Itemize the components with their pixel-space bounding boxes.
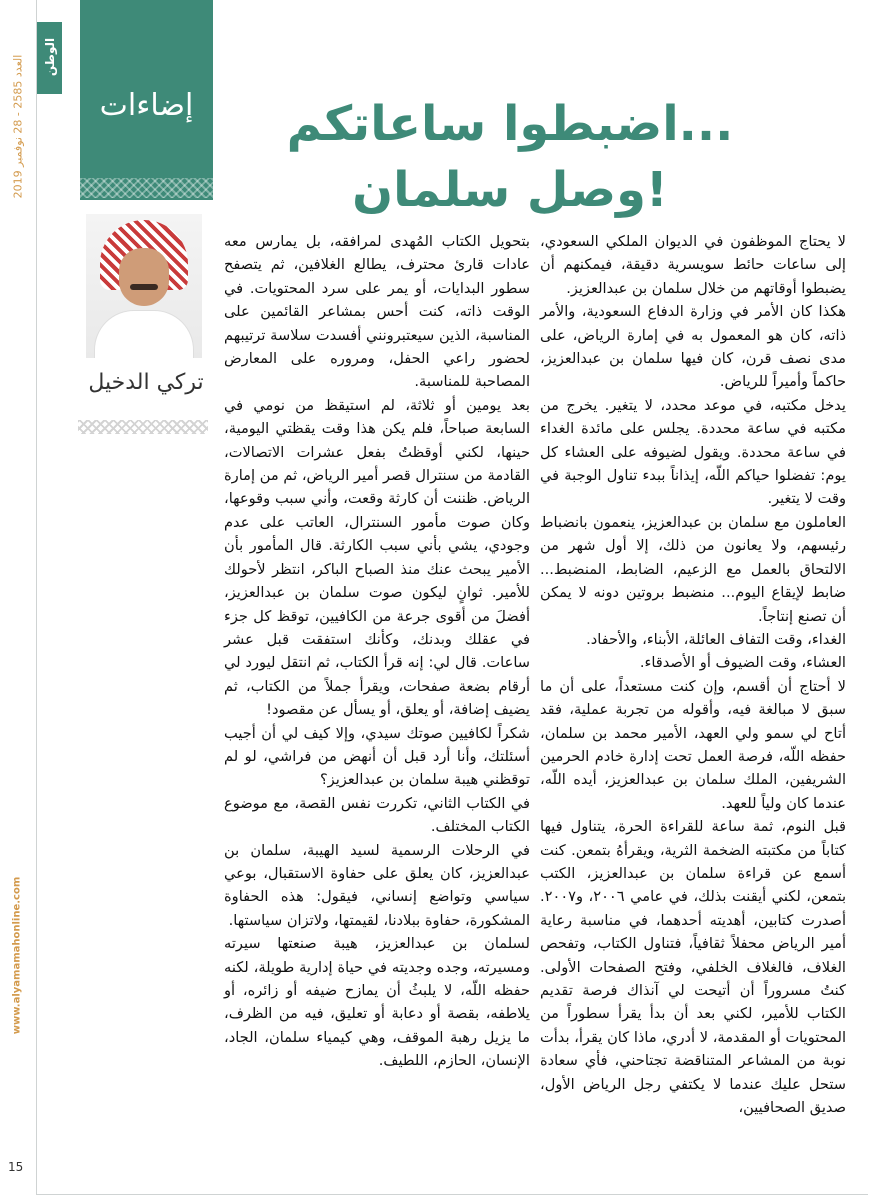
section-label: الوطن — [43, 37, 57, 77]
paragraph: في الرحلات الرسمية لسيد الهيبة، سلمان بن عبدالعزيز، كان يعلق على حفاوة الاستقبال، بوعي سياسي وتواضع إنساني، فيقول: هذه الحفاوة المشكورة، حفاوة ببلادنا، لقيمتها، ولاتزان سياستها. — [224, 841, 530, 929]
section-banner — [80, 0, 213, 200]
paragraph: الغداء، وقت التفاف العائلة، الأبناء، والأحفاد. — [586, 630, 846, 648]
headline-line2: وصل سلمان! — [352, 162, 668, 218]
paragraph: لا أحتاج أن أقسم، وإن كنت مستعداً، على أن ما سبق لا مبالغة فيه، وأقوله من تجربة عملية، فقد أتاح لي سمو ولي العهد، الأمير محمد بن سلمان، حفظه اللّه، فرصة العمل تحت إدارة خادم الحرمين الشريفين، الملك سلمان بن عبدالعزيز، أيده اللّه، عندما كان ولياً للعهد. — [540, 677, 846, 812]
issue-label: العدد 2585 - 28 نوفمبر 2019 — [11, 54, 25, 199]
author-name: تركي الدخيل — [88, 370, 204, 395]
paragraph: هكذا كان الأمر في وزارة الدفاع السعودية، والأمر ذاته، كان هو المعمول به في إمارة الرياض، على مدى نصف قرن، كان فيها سلمان بن عبدالعزيز، حاكماً وأميراً للرياض. — [540, 303, 846, 391]
banner-pattern — [80, 178, 213, 198]
page-frame-bottom — [36, 1194, 868, 1195]
page-number: 15 — [8, 1160, 24, 1174]
headline-line1: اضبطوا ساعاتكم... — [286, 96, 734, 152]
paragraph: العاملون مع سلمان بن عبدالعزيز، ينعمون بانضباط رئيسهم، ولا يعانون من ذلك، إلا أول شهر من الالتحاق بالعمل مع الزعيم، الضابط، المنضبط... ضابط لإيقاع اليوم... منضبط بروتين دونه لا يمكن أن تصنع إنتاجاً. — [540, 513, 846, 625]
paragraph: العشاء، وقت الضيوف أو الأصدقاء. — [639, 654, 846, 672]
website-url: www.alyamamahonline.com — [11, 876, 23, 1035]
paragraph: شكراً لكافيين صوتك سيدي، وإلا كيف لي أن أجيب أسئلتك، وأنا أرد قبل أن أنهض من فراشي، لو لم توقظني هيبة سلمان بن عبدالعزيز؟ — [224, 724, 530, 789]
paragraph: بتحويل الكتاب المُهدى لمرافقه، بل يمارس معه عادات قارئ محترف، يطالع الغلافين، ثم يتصفح سطور البدايات، أو يمر على سرد المحتويات. في الوقت ذاته، كنت أحس بمشاعر القائمين على المناسبة، الذين سيعتبرونني أفسدت سلاسة ترتيبهم لحضور راعي الحفل، ومروره على المعارض المصاحبة للمناسبة. — [224, 233, 530, 391]
paragraph: في الكتاب الثاني، تكررت نفس القصة، مع موضوع الكتاب المختلف. — [224, 794, 530, 836]
paragraph: لا يحتاج الموظفون في الديوان الملكي السعودي، إلى ساعات حائط سويسرية دقيقة، فيمكنهم أن يضبطوا أوقاتهم من خلال سلمان بن عبدالعزيز. — [540, 233, 846, 297]
article-column-left — [224, 230, 530, 1073]
paragraph: بعد يومين أو ثلاثة، لم استيقظ من نومي في السابعة صباحاً، فلم يكن هذا وقت يقظتي اليومية، حينها، لكني أوقظتُ بفعل عشرات الاتصالات، القادمة من سنترال قصر أمير الرياض، ثم من إمارة الرياض. ظننت أن كارثة وقعت، وأني سبب وقوعها، وكان صوت مأمور السنترال، العاتب على عدم وجودي، يشي بأني سبب الكارثة. قال المأمور بأن الأمير يبحث عنك منذ الصباح الباكر، انتظر لأحولك للأمير. ثوانٍ ليكون صوت سلمان بن عبدالعزيز، أفضلَ من أقوى جرعة من الكافيين، توقظ كل جزء في عقلك وبدنك، وكأنك استفقت قبل عشر ساعات. قال لي: إنه قرأ الكتاب، ثم انتقل ليورد لي أرقام بضعة صفحات، ويقرأ جملاً من الكتاب، ثم يضيف إضافة، أو يعلق، أو يسأل عن مقصود! — [224, 396, 530, 719]
article-column-right — [540, 230, 846, 1119]
paragraph: قبل النوم، ثمة ساعة للقراءة الحرة، يتناول فيها كتاباً من مكتبته الضخمة الثرية، ويقرأهُ بتمعن. كنت أسمع عن قراءة سلمان بن عبدالعزيز، الكتب بتمعن، لكني أيقنت بذلك، في عامي ٢٠٠٦، و٢٠٠٧. أصدرت كتابين، أهديته أحدهما، في مناسبة رعاية أمير الرياض محفلاً ثقافياً، فتناول الكتاب، وتفحص الغلاف، فالغلاف الخلفي، وفتح الصفحات الأولى. كنتُ مسروراً أن أتيحت لي آنذاك فرصة تقديم الكتاب للأمير، لكني بعد أن بدأ يقرأ سطوراً من المحتويات أو المقدمة، لا أدري، ماذا كان يقرأ، بدأت نوبة من المشاعر المتناقضة تجتاحني، فأي سعادة ستحل عليك عندما لا يكتفي رجل الرياض الأول، صديق الصحافيين، — [540, 818, 847, 1117]
author-photo — [86, 214, 202, 358]
section-title: إضاءات — [99, 88, 194, 123]
author-divider — [78, 420, 208, 434]
paragraph: لسلمان بن عبدالعزيز، هيبة صنعتها سيرته ومسيرته، وجده وجديته في حياة إدارية طويلة، لكنه حفظه اللّه، لا يلبثُ أن يمازح ضيفه أو زائره، أو يلاطفه، بقصة أو دعابة أو تعليق، فيه من الظرف، ما يزيل رهبة الموقف، وهي كيمياء سلمان، الجاد، الإنسان، الحازم، اللطيف. — [224, 935, 530, 1070]
page-frame-left — [36, 0, 37, 1195]
paragraph: يدخل مكتبه، في موعد محدد، لا يتغير. يخرج من مكتبه في ساعة محددة. يجلس على مائدة الغداء في ساعة محددة. ويقول لضيوفه على العشاء كل يوم: تفضلوا حياكم اللّه، إيذاناً ببدء تناول الوجبة في وقت لا يتغير. — [540, 396, 846, 508]
